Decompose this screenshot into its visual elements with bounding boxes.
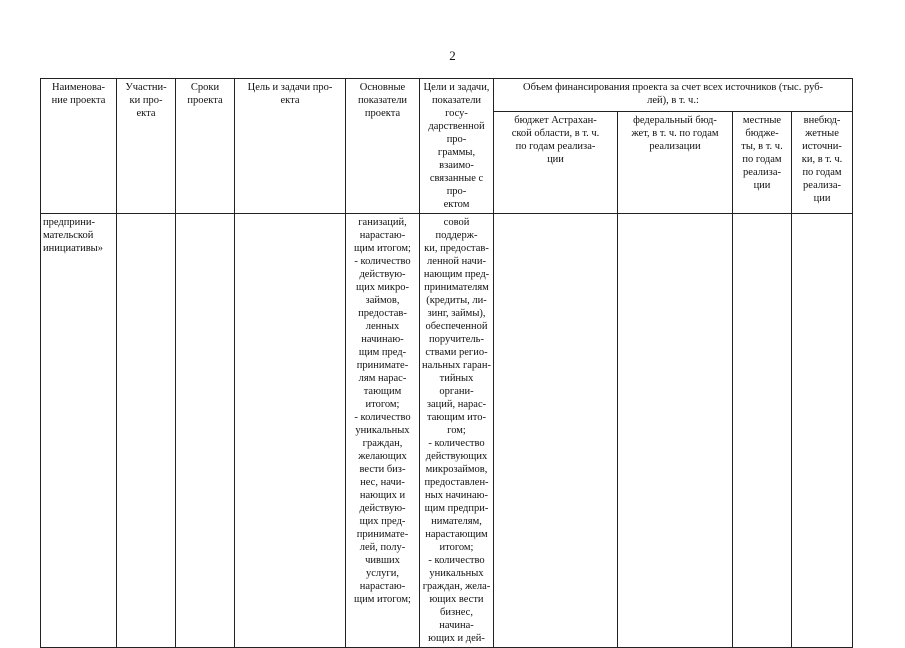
text-line: щим предпри- <box>424 503 489 514</box>
text-line: реализа- <box>803 179 841 191</box>
text-line: действую- <box>359 269 406 280</box>
text-line: действующих <box>425 451 488 462</box>
text-line: внебюд- <box>803 114 841 126</box>
text-line: нарастаю- <box>359 581 406 592</box>
text-line: ленной начи- <box>427 256 486 267</box>
header-budget-extra <box>792 111 853 213</box>
text-line: предприни- <box>43 217 95 228</box>
header-budget-local <box>733 111 792 213</box>
text-line: ки, предостав- <box>424 243 489 254</box>
text-line: инициативы» <box>43 243 103 254</box>
text-line: лей, полу- <box>359 542 406 553</box>
text-line: зинг, займы), <box>427 308 486 319</box>
text-line: принимателям <box>424 282 489 293</box>
text-line: заций, нарас- <box>426 399 487 410</box>
text-line: нарастаю- <box>359 230 406 241</box>
text-line: нес, начи- <box>360 477 405 488</box>
text-line: ганизаций, <box>358 217 407 228</box>
text-line: начинаю- <box>361 334 404 345</box>
cell-budget-extra <box>792 214 853 648</box>
text-line: лей), в т. ч.: <box>647 95 699 106</box>
text-line: бюдже- <box>745 127 779 139</box>
text-line: проекта <box>187 95 223 106</box>
text-line: Объем финансирования проекта за счет всех источников (тыс. руб- <box>523 82 824 93</box>
text-line: жет, в т. ч. по годам <box>631 127 719 139</box>
text-line: микрозаймов, <box>425 464 488 475</box>
text-line: итогом; <box>365 399 400 410</box>
text-line: (кредиты, ли- <box>426 295 487 306</box>
text-line: местные <box>742 114 782 126</box>
text-line: ние проекта <box>51 95 106 106</box>
text-line: тающим <box>363 386 402 397</box>
text-line: тающим ито- <box>426 412 486 423</box>
text-line: уникальных <box>429 568 484 579</box>
text-line: тийных органи- <box>439 373 474 397</box>
text-line: принимате- <box>356 360 409 371</box>
text-line: действую- <box>359 503 406 514</box>
text-line: ции <box>813 192 831 204</box>
text-line: граждан, жела- <box>422 581 491 592</box>
text-line: принимате- <box>356 529 409 540</box>
text-line: чивших <box>365 555 400 566</box>
cell-budget-federal <box>618 214 733 648</box>
header-project-name <box>41 79 117 214</box>
text-line: предостав- <box>358 308 407 319</box>
text-line: - количество <box>428 438 485 449</box>
text-line: нающих и <box>359 490 406 501</box>
text-line: дарственной про- <box>428 121 485 145</box>
cell-budget-local <box>733 214 792 648</box>
text-line: нарастающим <box>425 529 488 540</box>
text-line: вести биз- <box>359 464 406 475</box>
text-line: жетные <box>805 127 839 139</box>
text-line: бюджет Астрахан- <box>514 114 597 126</box>
cell-goal <box>235 214 346 648</box>
header-participants <box>117 79 176 214</box>
text-line: поручитель- <box>429 334 484 345</box>
text-line: екта <box>136 108 156 119</box>
text-line: итогом; <box>439 542 474 553</box>
text-line: показатели <box>357 95 408 106</box>
text-line: щих пред- <box>359 516 406 527</box>
text-line: ты, в т. ч. <box>741 140 783 152</box>
text-line: услуги, <box>366 568 399 579</box>
table-row <box>41 214 853 648</box>
text-line: щих микро- <box>356 282 409 293</box>
text-line: - количество <box>354 412 411 423</box>
text-line: уникальных <box>355 425 410 436</box>
text-line: бизнес, начина- <box>439 607 474 631</box>
text-line: граждан, <box>362 438 403 449</box>
text-line: ющих и дей- <box>428 633 485 644</box>
text-line: Сроки <box>190 82 220 93</box>
cell-participants <box>117 214 176 648</box>
text-line: по годам <box>802 166 842 178</box>
text-line: екта <box>280 95 300 106</box>
text-line: - количество <box>428 555 485 566</box>
text-line: ции <box>547 153 564 165</box>
header-funding-group <box>494 79 853 112</box>
cell-program-goals <box>420 214 494 648</box>
text-line: мательской <box>43 230 94 241</box>
cell-indicators <box>346 214 420 648</box>
cell-project-name <box>41 214 117 648</box>
text-line: ствами регио- <box>425 347 488 358</box>
text-line: по годам реализа- <box>515 140 596 152</box>
text-line: желающих <box>358 451 407 462</box>
text-line: - количество <box>354 256 411 267</box>
cell-terms <box>176 214 235 648</box>
header-goal <box>235 79 346 214</box>
text-line: Основные <box>359 82 406 93</box>
text-line: граммы, взаимо- <box>437 147 476 171</box>
text-line: Участни- <box>125 82 167 93</box>
text-line: щим пред- <box>358 347 407 358</box>
cell-budget-region <box>494 214 618 648</box>
text-line: ции <box>753 179 771 191</box>
text-line: ки про- <box>129 95 163 106</box>
text-line: связанные с про- <box>429 173 484 197</box>
text-line: ющих вести <box>429 594 484 605</box>
text-line: займов, <box>365 295 400 306</box>
text-line: ской области, в т. ч. <box>511 127 600 139</box>
page-number: 2 <box>449 48 456 63</box>
text-line: реализа- <box>743 166 781 178</box>
text-line: нающим пред- <box>423 269 490 280</box>
text-line: лям нарас- <box>358 373 407 384</box>
text-line: реализации <box>649 140 701 152</box>
text-line: проекта <box>364 108 401 119</box>
text-line: совой поддерж- <box>435 217 478 241</box>
text-line: щим итогом; <box>354 594 411 605</box>
text-line: предоставлен- <box>424 477 489 488</box>
text-line: Цель и задачи про- <box>247 82 333 93</box>
text-line: нимателям, <box>431 516 482 527</box>
text-line: ных начинаю- <box>425 490 488 501</box>
text-line: показатели госу- <box>431 95 482 119</box>
project-table <box>40 78 853 648</box>
header-budget-federal <box>618 111 733 213</box>
text-line: ки, в т. ч. <box>801 153 843 165</box>
header-budget-region <box>494 111 618 213</box>
text-line: федеральный бюд- <box>633 114 717 126</box>
text-line: щим итогом; <box>354 243 411 254</box>
text-line: по годам <box>742 153 782 165</box>
header-program-goals <box>420 79 494 214</box>
text-line: ленных <box>365 321 400 332</box>
header-terms <box>176 79 235 214</box>
text-line: ектом <box>443 199 470 210</box>
header-indicators <box>346 79 420 214</box>
text-line: Цели и задачи, <box>423 82 490 93</box>
text-line: обеспеченной <box>425 321 488 332</box>
text-line: Наименова- <box>51 82 105 93</box>
text-line: гом; <box>447 425 466 436</box>
text-line: источни- <box>802 140 842 152</box>
text-line: нальных гаран- <box>422 360 491 371</box>
